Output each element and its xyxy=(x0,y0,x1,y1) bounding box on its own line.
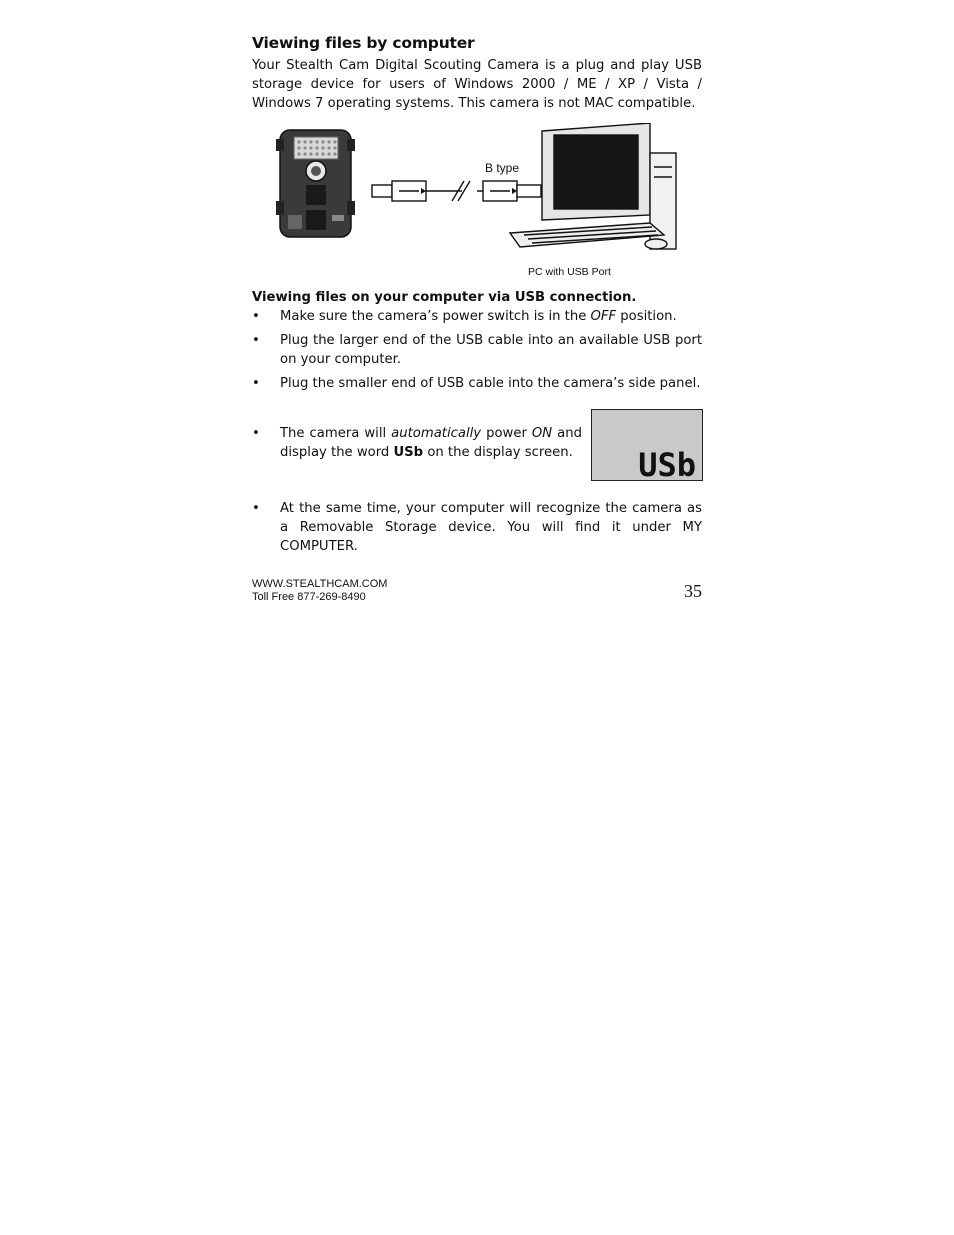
page-heading: Viewing files by computer xyxy=(252,34,475,52)
footer-contact xyxy=(252,578,387,604)
instruction-list xyxy=(252,307,702,393)
bullet-icon: • xyxy=(252,333,260,348)
usb-connection-subheading: Viewing files on your computer via USB connection. xyxy=(252,290,637,305)
list-item-text: position. xyxy=(616,309,677,324)
usb-cable-illustration xyxy=(372,181,552,201)
lcd-display-row xyxy=(252,409,702,481)
list-item-text: and display the word xyxy=(280,426,582,460)
instruction-list xyxy=(252,424,582,462)
list-item-text: The camera will xyxy=(280,426,392,441)
list-item-text: on the display screen. xyxy=(423,445,573,460)
bullet-icon: • xyxy=(252,426,260,441)
list-item xyxy=(252,374,702,393)
list-item-text: Plug the larger end of the USB cable into an available USB port on your computer. xyxy=(280,333,702,367)
lcd-text: USb xyxy=(638,446,696,480)
lcd-screen-image xyxy=(591,409,703,481)
off-emphasis: OFF xyxy=(590,309,617,324)
bullet-icon: • xyxy=(252,376,260,391)
page-number: 35 xyxy=(684,581,702,601)
list-item xyxy=(252,499,702,556)
page-content xyxy=(252,34,702,556)
list-item-text: Plug the smaller end of USB cable into the camera’s side panel. xyxy=(280,376,701,391)
lcd-usb-readout xyxy=(592,410,702,480)
usb-word: USb xyxy=(393,445,424,460)
emphasis: ON xyxy=(531,426,553,441)
list-item xyxy=(252,424,582,462)
list-item-text: At the same time, your computer will recognize the camera as a Removable Storage device. You will find it under MY COMPUTER. xyxy=(280,501,702,554)
usb-connection-figure xyxy=(252,123,702,283)
footer-website: WWW.STEALTHCAM.COM xyxy=(252,578,388,590)
list-item xyxy=(252,331,702,369)
list-item-text: power xyxy=(481,426,532,441)
list-item-text: Make sure the camera’s power switch is in the xyxy=(280,309,591,324)
bullet-icon: • xyxy=(252,309,260,324)
intro-paragraph: Your Stealth Cam Digital Scouting Camera is a plug and play USB storage device for users of Windows 2000 / ME / XP / Vista / Windows 7 operating systems. This camera is not MAC compatible. xyxy=(252,58,702,111)
bullet-icon: • xyxy=(252,501,260,516)
connection-illustration xyxy=(252,123,702,283)
cable-type-label: B type xyxy=(485,161,520,175)
emphasis: automatically xyxy=(391,426,482,441)
camera-illustration xyxy=(276,130,355,237)
list-item xyxy=(252,307,702,326)
pc-label: PC with USB Port xyxy=(528,266,611,278)
page-footer xyxy=(252,578,702,608)
footer-phone: Toll Free 877-269-8490 xyxy=(252,591,366,603)
instruction-list xyxy=(252,499,702,556)
